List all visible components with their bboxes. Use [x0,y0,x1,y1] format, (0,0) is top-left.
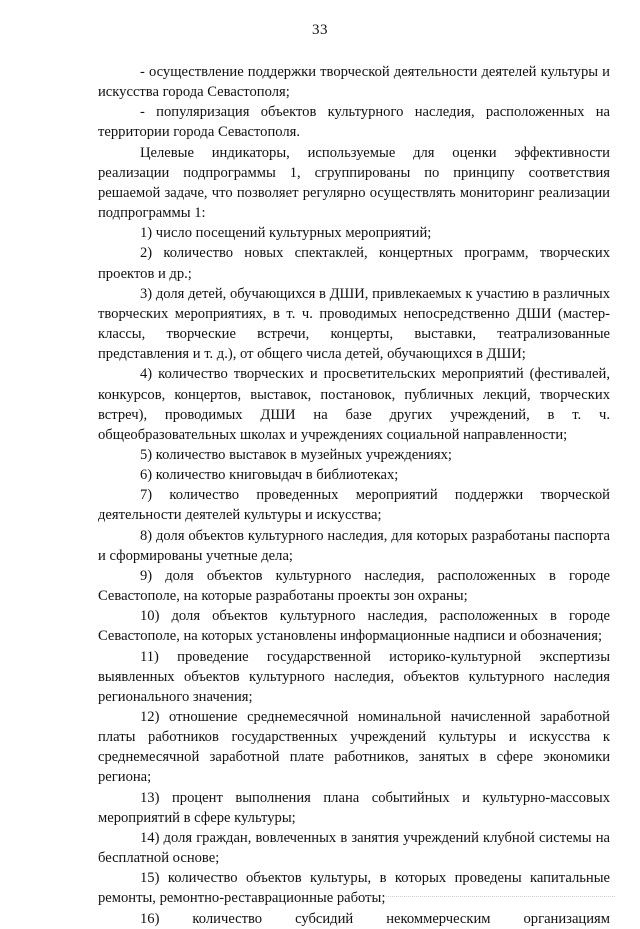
indicator-item-4: 4) количество творческих и просветительских мероприятий (фестивалей, конкурсов, концертов, выставок, постановок, публичных лекций, творческих встреч), проводимых ДШИ на базе других учреждений, в т. ч. общеобразовательных школах и учреждениях социальной направленности; [98,366,610,443]
indicator-item-5: 5) количество выставок в музейных учреждениях; [140,446,452,463]
document-body [98,62,610,929]
page-number: 33 [312,22,328,38]
indicator-item-9: 9) доля объектов культурного наследия, расположенных в городе Севастополе, на которые разработаны проекты зон охраны; [98,567,610,605]
indicator-item-8: 8) доля объектов культурного наследия, для которых разработаны паспорта и сформированы учетные дела; [98,527,610,564]
indicator-item-7: 7) количество проведенных мероприятий поддержки творческой деятельности деятелей культуры и искусства; [98,487,610,524]
indicator-item-3: 3) доля детей, обучающихся в ДШИ, привлекаемых к участию в различных творческих мероприятиях, в т. ч. проводимых непосредственно ДШИ (мастер-классы, творческие встречи, концерты, выставки, театрализованные представления и т. д.), от общего числа детей, обучающихся в ДШИ; [98,285,610,363]
indicator-item-14: 14) доля граждан, вовлеченных в занятия учреждений клубной системы на бесплатной основе; [98,829,610,867]
indicator-item-6: 6) количество книговыдач в библиотеках; [140,467,399,484]
indicator-item-13: 13) процент выполнения плана событийных и культурно-массовых мероприятий в сфере культуры; [98,789,610,826]
indicator-item-10: 10) доля объектов культурного наследия, расположенных в городе Севастополе, на которых установлены информационные надписи и обозначения; [98,608,610,645]
paragraph-target-indicators-intro: Целевые индикаторы, используемые для оценки эффективности реализации подпрограммы 1, сгруппированы по принципу соответствия решаемой задаче, что позволяет регулярно осуществлять мониторинг реализации подпрограммы 1: [98,144,610,222]
indicator-item-1: 1) число посещений культурных мероприятий; [140,225,432,242]
indicator-item-16: 16) количество субсидий некоммерческим организациям [140,910,610,927]
indicator-item-11: 11) проведение государственной историко-культурной экспертизы выявленных объектов культурного наследия, объектов культурного наследия регионального значения; [98,648,610,705]
scan-artifact-line [355,896,615,900]
indicator-item-15: 15) количество объектов культуры, в которых проведены капитальные ремонты, ремонтно-реставрационные работы; [98,870,610,907]
paragraph-support-creative-activity: - осуществление поддержки творческой деятельности деятелей культуры и искусства города Севастополя; [98,64,610,101]
paragraph-popularization-heritage: - популяризация объектов культурного наследия, расположенных на территории города Севастополя. [98,104,610,141]
indicator-item-2: 2) количество новых спектаклей, концертных программ, творческих проектов и др.; [98,245,610,282]
indicator-item-12: 12) отношение среднемесячной номинальной начисленной заработной платы работников государственных учреждений культуры и искусства к среднемесячной заработной плате работников, занятых в сфере экономики региона; [98,709,610,786]
